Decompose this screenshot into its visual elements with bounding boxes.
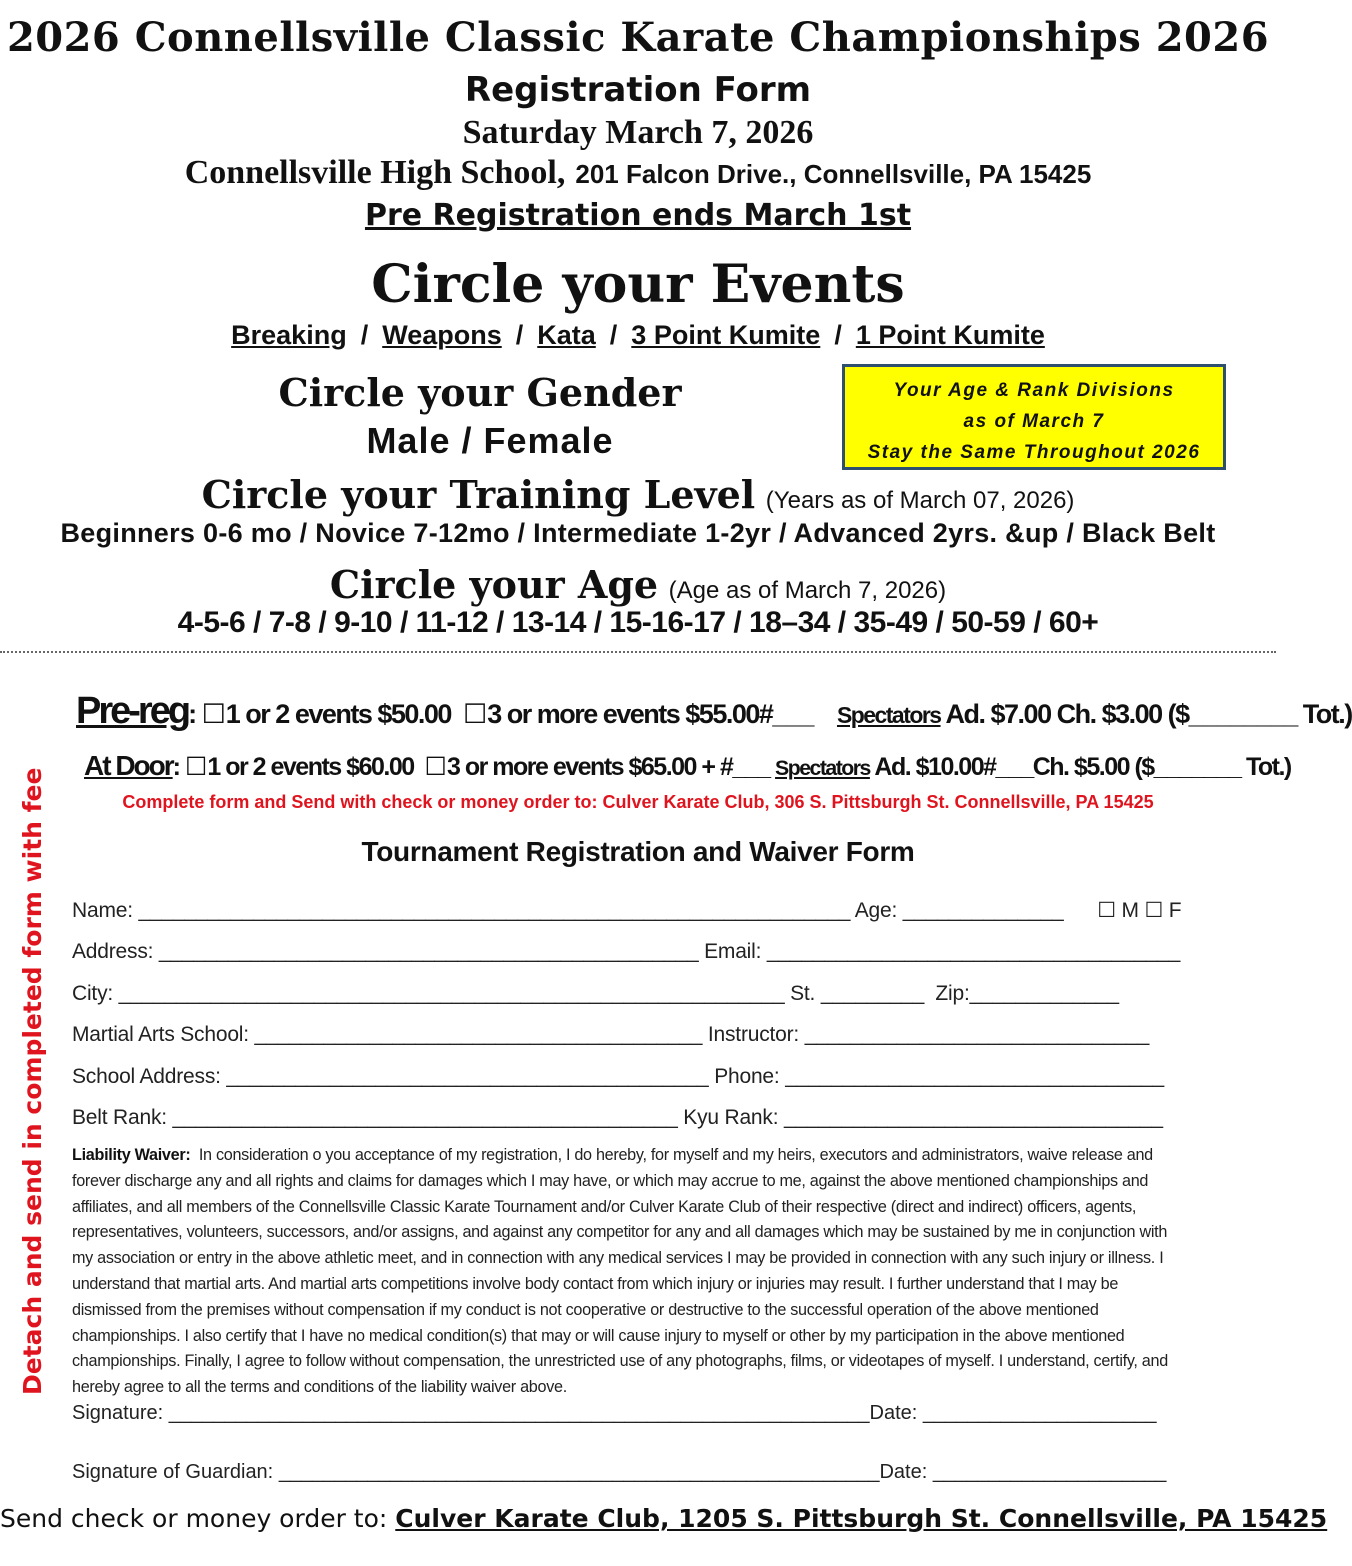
name-row <box>72 898 1187 923</box>
signature-field[interactable]: _______________________________________________________________ <box>168 1402 870 1424</box>
checkbox-prereg-1-2-events[interactable]: ☐ <box>201 699 226 730</box>
prereg-total-field[interactable]: ($________ Tot.) <box>1167 699 1352 729</box>
guardian-date-field[interactable]: _____________________ <box>932 1461 1167 1483</box>
notice-line-2: as of March 7 <box>963 411 1105 432</box>
kyu-rank-label: Kyu Rank: <box>683 1106 779 1129</box>
guardian-signature-field[interactable]: ______________________________________________________ <box>278 1461 880 1483</box>
detach-side-note: Detach and send in completed form with fee <box>18 767 47 1395</box>
rank-row <box>72 1106 1187 1130</box>
page-title: 2026 Connellsville Classic Karate Championships 2026 <box>6 14 1270 61</box>
event-1-point-kumite[interactable]: 1 Point Kumite <box>855 320 1045 350</box>
door-total-field[interactable]: ($_______ Tot.) <box>1134 753 1291 781</box>
event-separator: / <box>834 320 842 350</box>
city-label: City: <box>72 982 114 1005</box>
checkbox-door-1-2-events[interactable]: ☐ <box>184 752 208 781</box>
signature-row <box>72 1402 1172 1425</box>
prereg-spectator-prices: Ad. $7.00 Ch. $3.00 <box>945 699 1162 729</box>
venue-address: 201 Falcon Drive., Connellsville, PA 15425 <box>575 159 1092 189</box>
state-label: St. <box>790 982 816 1005</box>
gender-options[interactable]: Male / Female <box>366 420 614 461</box>
school-address-field[interactable]: __________________________________________ <box>226 1065 709 1088</box>
gender-heading: Circle your Gender <box>278 370 682 415</box>
prereg-event-count-field[interactable]: #___ <box>758 699 813 729</box>
at-door-label: At Door <box>84 750 173 781</box>
footer-mail-line <box>0 1504 1328 1533</box>
prereg-option-1-2-events: 1 or 2 events $50.00 <box>225 699 451 729</box>
door-option-1-2-events: 1 or 2 events $60.00 <box>207 753 414 781</box>
liability-waiver <box>72 1143 1187 1401</box>
event-date: Saturday March 7, 2026 <box>462 114 814 151</box>
event-separator: / <box>515 320 524 350</box>
door-spectator-prices: Ad. $10.00#___Ch. $5.00 <box>874 753 1129 781</box>
prereg-option-3-more-events: 3 or more events $55.00 <box>487 699 759 729</box>
guardian-date-label: Date: <box>879 1461 928 1483</box>
name-field[interactable]: ______________________________________________________________ <box>138 899 851 922</box>
waiver-label: Liability Waiver: <box>72 1146 191 1164</box>
age-field[interactable]: ______________ <box>902 899 1064 922</box>
waiver-text: In consideration o you acceptance of my registration, I do hereby, for myself and my heirs, executors and administrators, waive release and forever discharge any and all rights and claims for damages which I may have, or which may accrue to me, against the above mentioned championships and affiliates, and all members of the Connellsville Classic Karate Tournament and/or Culver Karate Club of their respective (direct and indirect) officers, agents, representatives, volunteers, successors, and/or assigns, and against any competitor for any and all damages which may be sustained by me in conjunction with my association or entry in the above athletic meet, and in connection with any medical services I may be provided in connection with any such injury or illness. I understand that martial arts. And martial arts competitions involve body contact from which injury or injuries may result. I further understand that I may be dismissed from the premises without compensation if my conduct is not cooperative or destructive to the successful operation of the above mentioned championships. I also certify that I have no medical condition(s) that may or will cause injury to myself or other by my participation in the above mentioned championships. Finally, I agree to follow without compensation, the unrestricted use of any photographs, films, or videotapes of myself. I understand, certify, and hereby agree to all the terms and conditions of the liability waiver above. <box>72 1146 1168 1397</box>
school-field[interactable]: _______________________________________ <box>254 1023 703 1046</box>
state-field[interactable]: _________ <box>820 982 925 1005</box>
training-level-heading-row <box>0 472 1276 518</box>
event-separator: / <box>360 320 369 350</box>
prereg-fee-row: Pre-reg: ☐1 or 2 events $50.00 ☐3 or more events $55.00#___ Spectators Ad. $7.00 Ch. $3.00 ($________ Tot.) <box>76 690 1352 732</box>
door-event-count-field[interactable]: #___ <box>719 753 770 781</box>
checkbox-prereg-3-more-events[interactable]: ☐ <box>462 699 488 730</box>
door-spectators-label: Spectators <box>775 756 870 780</box>
zip-field[interactable]: _____________ <box>969 982 1119 1005</box>
prereg-deadline: Pre Registration ends March 1st <box>364 198 912 233</box>
phone-field[interactable]: _________________________________ <box>785 1065 1165 1088</box>
name-label: Name: <box>72 899 133 922</box>
event-weapons[interactable]: Weapons <box>382 320 502 350</box>
address-label: Address: <box>72 940 154 963</box>
signature-date-label: Date: <box>869 1402 918 1424</box>
footer-address: Culver Karate Club, 1205 S. Pittsburgh St. Connellsville, PA 15425 <box>395 1504 1328 1533</box>
age-heading: Circle your Age <box>329 562 659 607</box>
school-row <box>72 1023 1187 1047</box>
at-door-fee-row: At Door: ☐1 or 2 events $60.00 ☐3 or more events $65.00 + #___ Spectators Ad. $10.00#___Ch. $5.00 ($_______ Tot.) <box>84 750 1291 781</box>
waiver-form-title: Tournament Registration and Waiver Form <box>361 836 915 867</box>
address-field[interactable]: _______________________________________________ <box>158 940 699 963</box>
instructor-field[interactable]: ______________________________ <box>804 1023 1150 1046</box>
training-level-heading: Circle your Training Level <box>201 472 756 517</box>
age-note: (Age as of March 7, 2026) <box>668 577 947 604</box>
event-kata[interactable]: Kata <box>537 320 596 350</box>
venue-name: Connellsville High School, <box>184 154 566 191</box>
city-row <box>72 982 1187 1006</box>
school-address-label: School Address: <box>72 1065 221 1088</box>
age-heading-row <box>0 562 1276 608</box>
checkbox-door-3-more-events[interactable]: ☐ <box>424 752 447 781</box>
prereg-label: Pre-reg <box>76 690 189 732</box>
event-breaking[interactable]: Breaking <box>231 320 347 350</box>
signature-label: Signature: <box>72 1402 164 1424</box>
age-group-options[interactable]: 4-5-6 / 7-8 / 9-10 / 11-12 / 13-14 / 15-16-17 / 18–34 / 35-49 / 50-59 / 60+ <box>177 606 1099 639</box>
guardian-signature-label: Signature of Guardian: <box>72 1461 274 1483</box>
training-level-options[interactable]: Beginners 0-6 mo / Novice 7-12mo / Intermediate 1-2yr / Advanced 2yrs. &up / Black Belt <box>60 518 1216 548</box>
city-field[interactable]: __________________________________________________________ <box>118 982 785 1005</box>
detach-line <box>0 651 1276 653</box>
instructor-label: Instructor: <box>707 1023 800 1046</box>
mail-notice: Complete form and Send with check or money order to: Culver Karate Club, 306 S. Pittsburgh St. Connellsville, PA 15425 <box>122 792 1154 812</box>
event-separator: / <box>609 320 618 350</box>
gender-checkboxes[interactable]: ☐ M ☐ F <box>1097 899 1182 922</box>
school-label: Martial Arts School: <box>72 1023 249 1046</box>
footer-prefix: Send check or money order to: <box>0 1504 388 1533</box>
notice-line-3: Stay the Same Throughout 2026 <box>867 442 1201 463</box>
age-label: Age: <box>854 899 898 922</box>
belt-rank-label: Belt Rank: <box>72 1106 167 1129</box>
belt-rank-field[interactable]: ____________________________________________ <box>172 1106 678 1129</box>
address-row <box>72 940 1187 964</box>
form-subtitle: Registration Form <box>464 70 812 110</box>
email-field[interactable]: ____________________________________ <box>766 940 1181 963</box>
kyu-rank-field[interactable]: _________________________________ <box>784 1106 1163 1129</box>
zip-label: Zip: <box>935 982 970 1005</box>
door-option-3-more-events: 3 or more events $65.00 + <box>446 753 715 781</box>
notice-line-1: Your Age & Rank Divisions <box>893 380 1175 401</box>
events-list <box>0 320 1276 351</box>
events-heading: Circle your Events <box>371 254 905 315</box>
school-address-row <box>72 1065 1187 1089</box>
training-level-note: (Years as of March 07, 2026) <box>765 487 1075 514</box>
event-3-point-kumite[interactable]: 3 Point Kumite <box>631 320 821 350</box>
guardian-signature-row <box>72 1461 1172 1484</box>
divisions-notice-box <box>842 364 1226 470</box>
email-label: Email: <box>704 940 762 963</box>
phone-label: Phone: <box>714 1065 780 1088</box>
prereg-spectators-label: Spectators <box>836 702 941 728</box>
signature-date-field[interactable]: _____________________ <box>922 1402 1157 1424</box>
venue-line <box>0 154 1276 192</box>
